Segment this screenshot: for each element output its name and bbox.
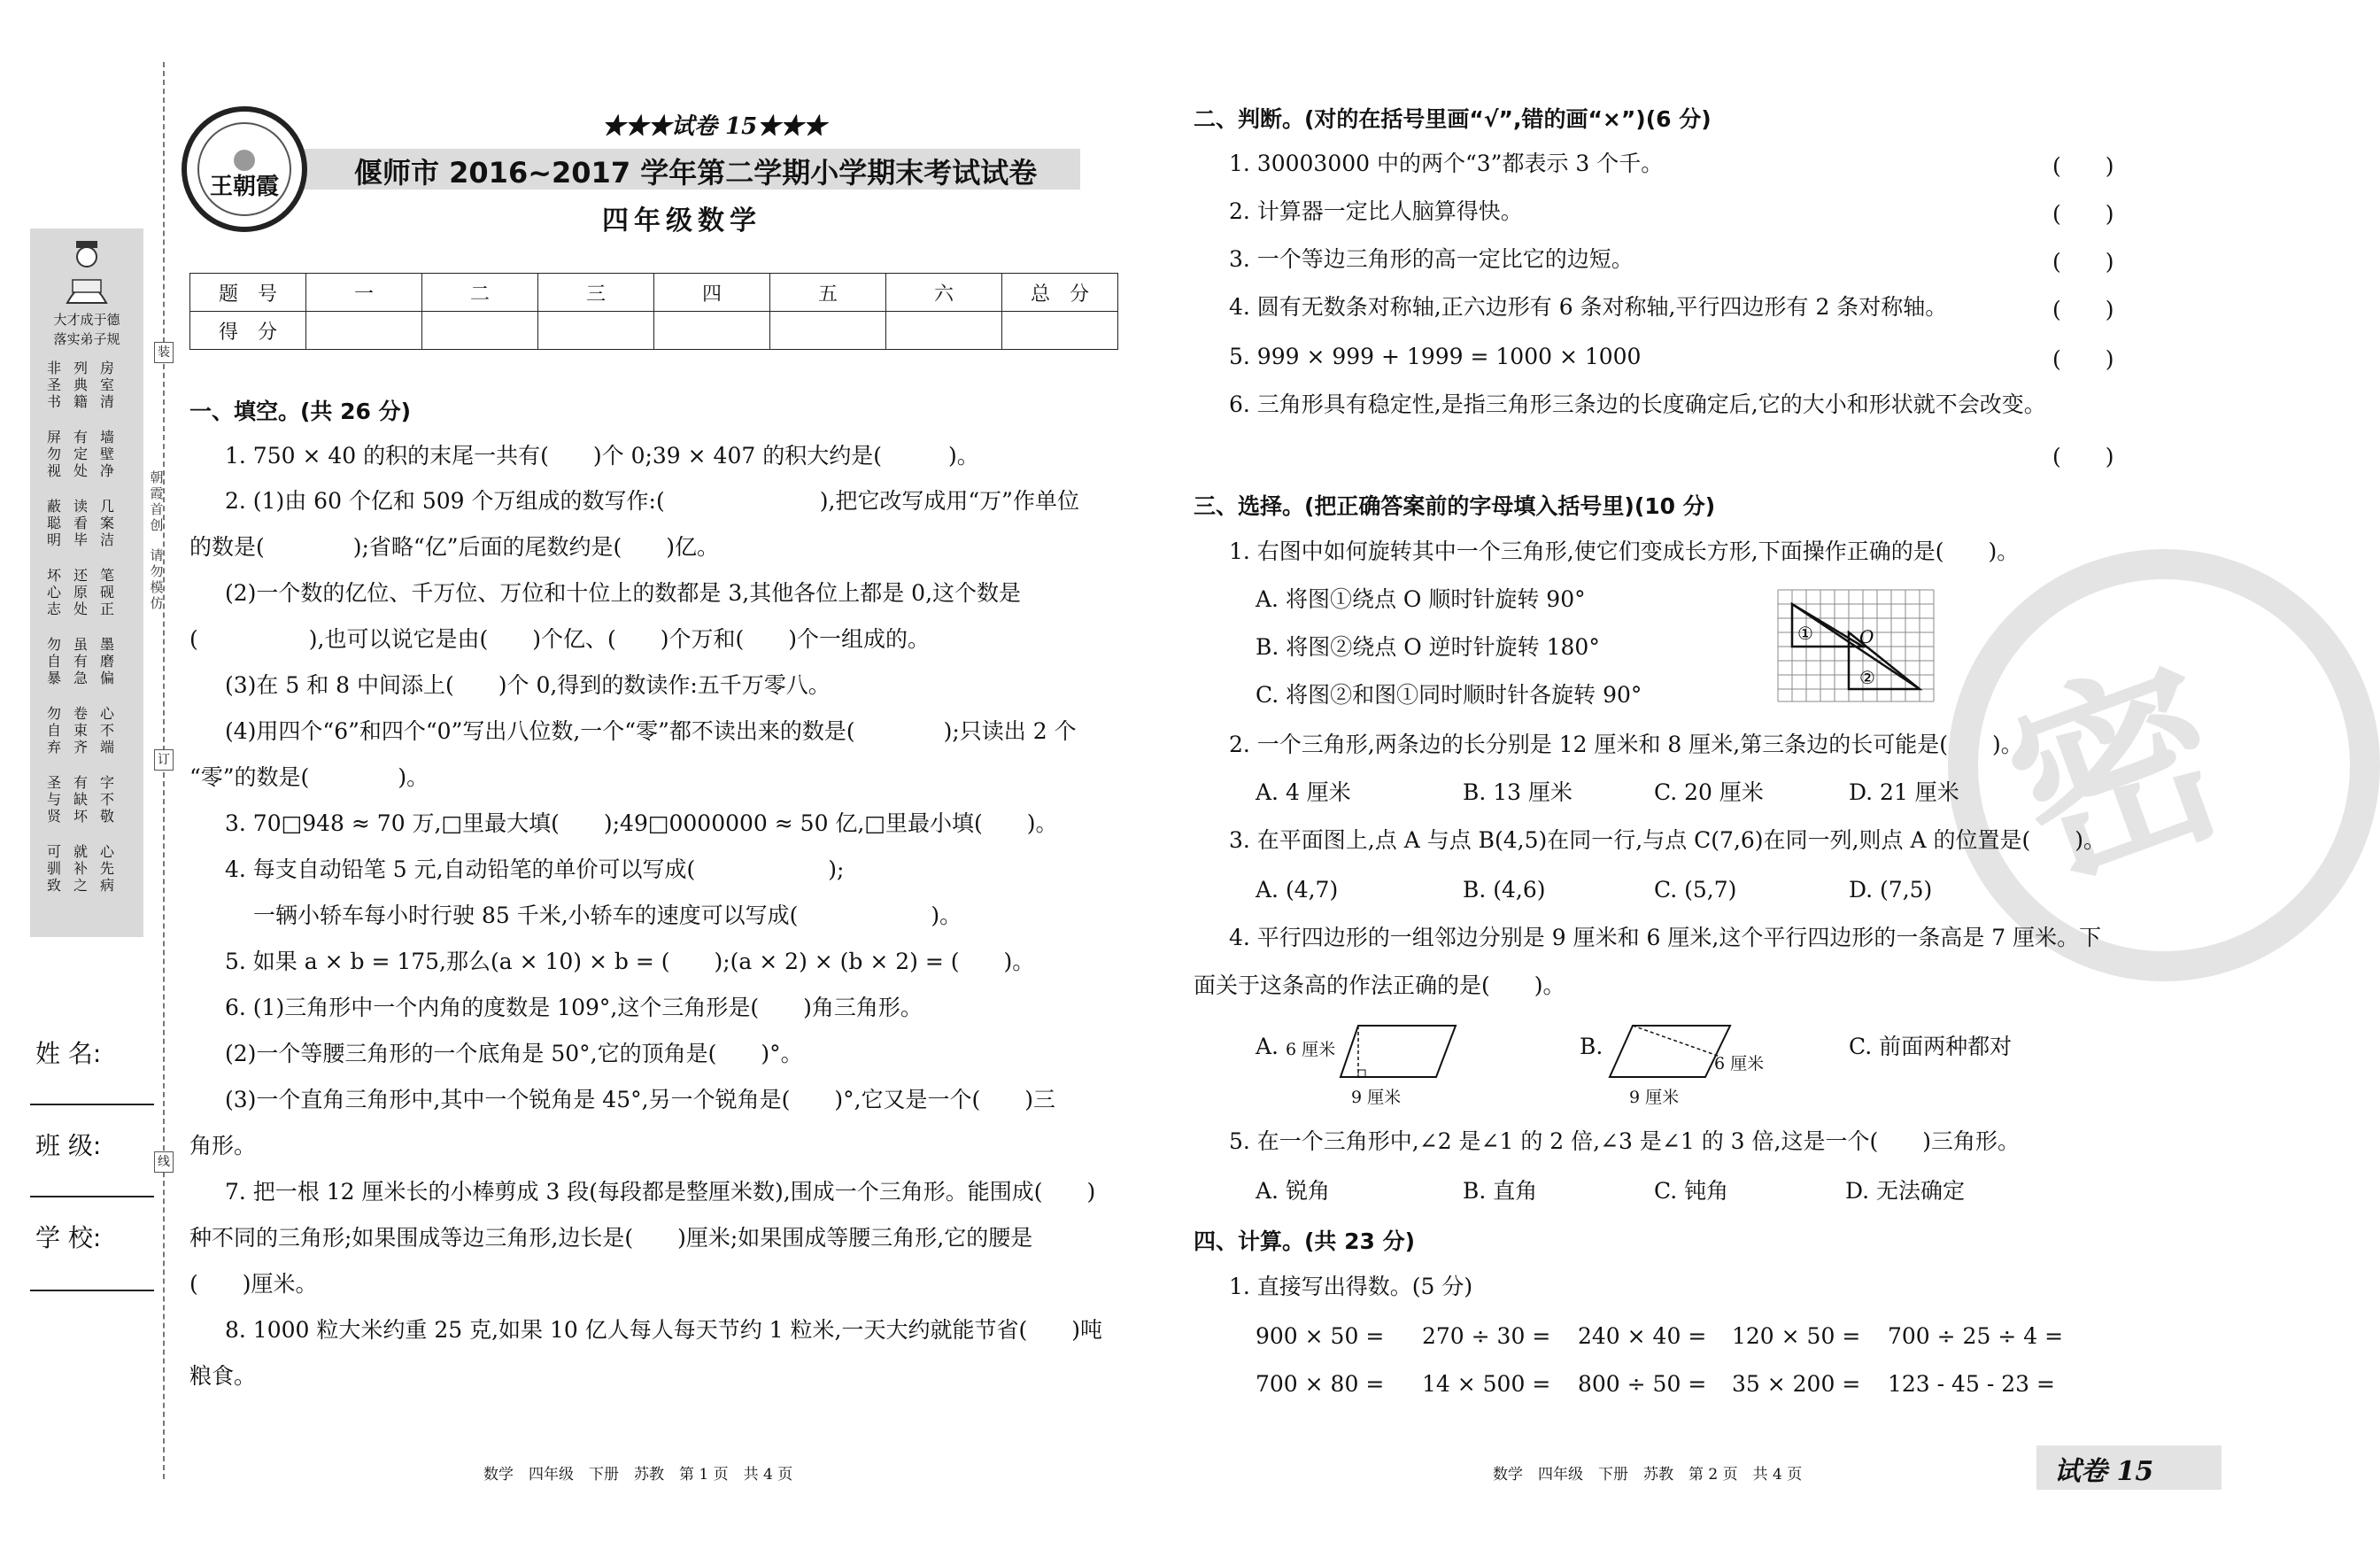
- calc-item: 123 - 45 - 23 =: [1888, 1371, 2055, 1397]
- rotation-grid-figure: [1778, 590, 1936, 703]
- answer-paren[interactable]: ( ): [2052, 201, 2114, 227]
- choice-option: C. 将图②和图①同时顺时针各旋转 90°: [1256, 682, 1642, 708]
- question-line: 粮食。: [189, 1363, 257, 1389]
- parallelogram-a-base-label: 9 厘米: [1351, 1088, 1402, 1107]
- question-line: 5. 如果 a × b = 175,那么(a × 10) × b = ( );(a × 2) × (b × 2) = ( )。: [225, 949, 1035, 974]
- calc-item: 240 × 40 =: [1578, 1323, 1707, 1349]
- question-line: 角形。: [189, 1133, 257, 1158]
- verse-col: 列典籍: [73, 360, 88, 410]
- verse-col: 还原处: [73, 567, 88, 617]
- binding-char: 装: [154, 342, 174, 363]
- choice-option: C. (5,7): [1654, 877, 1737, 903]
- verse-col: 房室清: [99, 360, 114, 410]
- page-title: 偃师市 2016~2017 学年第二学期小学期末考试试卷: [354, 156, 1038, 190]
- answer-paren[interactable]: ( ): [2052, 153, 2114, 179]
- grid-label-one: ①: [1797, 623, 1813, 644]
- judge-item: 2. 计算器一定比人脑算得快。: [1229, 198, 1523, 224]
- table-row: [190, 312, 1118, 350]
- name-field[interactable]: [30, 1104, 154, 1105]
- choice-option: A. 将图①绕点 O 顺时针旋转 90°: [1256, 586, 1586, 612]
- choice-option-c: C. 前面两种都对: [1849, 1034, 2013, 1059]
- logo-text: 王朝霞: [209, 174, 279, 200]
- parallelogram-b-base-label: 9 厘米: [1629, 1088, 1680, 1107]
- score-cell[interactable]: [886, 312, 1002, 350]
- choice-option: A. 锐角: [1256, 1178, 1330, 1204]
- question-line: 1. 750 × 40 的积的末尾一共有( )个 0;39 × 407 的积大约是( )。: [225, 443, 979, 469]
- subject-title: 四年级数学: [602, 205, 761, 236]
- question-line: 8. 1000 粒大米约重 25 克,如果 10 亿人每人每天节约 1 粒米,一天大约就能节省( )吨: [225, 1317, 1102, 1343]
- verse-col: 就补之: [73, 843, 88, 894]
- verse-col: 有定处: [73, 429, 88, 479]
- verse-col: 坏心志: [46, 567, 61, 617]
- brand-logo: [182, 106, 307, 232]
- verse-col: 心不端: [99, 705, 114, 756]
- section-4-heading: 四、计算。(共 23 分): [1194, 1228, 1416, 1254]
- judge-item: 3. 一个等边三角形的高一定比它的边短。: [1229, 246, 1634, 272]
- score-cell[interactable]: [654, 312, 770, 350]
- score-cell[interactable]: [306, 312, 422, 350]
- score-cell[interactable]: [1002, 312, 1118, 350]
- table-cell: 得 分: [190, 312, 306, 350]
- score-cell[interactable]: [770, 312, 886, 350]
- question-line: (3)在 5 和 8 中间添上( )个 0,得到的数读作:五千万零八。: [225, 672, 831, 698]
- choice-option: C. 20 厘米: [1654, 779, 1764, 805]
- choice-option: D. 无法确定: [1845, 1178, 1966, 1204]
- choice-question: 4. 平行四边形的一组邻边分别是 9 厘米和 6 厘米,这个平行四边形的一条高是 7 厘米。下: [1229, 925, 2102, 950]
- question-line: (3)一个直角三角形中,其中一个锐角是 45°,另一个锐角是( )°,它又是一个( )三: [225, 1087, 1056, 1112]
- choice-question: 2. 一个三角形,两条边的长分别是 12 厘米和 8 厘米,第三条边的长可能是( )。: [1229, 732, 2023, 757]
- name-label: 姓 名:: [35, 1039, 102, 1068]
- verse-col: 卷束齐: [73, 705, 88, 756]
- fold-note-2: 请勿模仿: [150, 547, 164, 611]
- watermark-text: 密: [1982, 629, 2254, 922]
- binding-char: 线: [154, 1151, 174, 1173]
- verse-col: 勿自暴: [46, 636, 61, 686]
- verse-col: 有缺坏: [73, 774, 88, 825]
- binding-char: 订: [154, 749, 174, 771]
- verse-col: 屏勿视: [46, 429, 61, 479]
- verse-col: 可驯致: [46, 843, 61, 894]
- calc-item: 700 ÷ 25 ÷ 4 =: [1888, 1323, 2064, 1349]
- score-cell[interactable]: [422, 312, 538, 350]
- choice-option: C. 钝角: [1654, 1178, 1729, 1204]
- calc-item: 120 × 50 =: [1732, 1323, 1861, 1349]
- table-row: [190, 274, 1118, 312]
- class-field[interactable]: [30, 1196, 154, 1197]
- table-cell: 题 号: [190, 274, 306, 312]
- parallelogram-a-figure: [1339, 1020, 1459, 1081]
- choice-question: 5. 在一个三角形中,∠2 是∠1 的 2 倍,∠3 是∠1 的 3 倍,这是一个( )三角形。: [1229, 1128, 2020, 1154]
- grid-label-two: ②: [1859, 667, 1875, 688]
- paper-number: ★★★试卷 15★★★: [602, 113, 827, 140]
- question-line: 6. (1)三角形中一个内角的度数是 109°,这个三角形是( )角三角形。: [225, 995, 923, 1020]
- section-3-heading: 三、选择。(把正确答案前的字母填入括号里)(10 分): [1194, 493, 1716, 519]
- question-line: (4)用四个“6”和四个“0”写出八位数,一个“零”都不读出来的数是( );只读出 2 个: [225, 718, 1077, 744]
- calc-item: 35 × 200 =: [1732, 1371, 1861, 1397]
- choice-option: D. 21 厘米: [1849, 779, 1959, 805]
- judge-item: 5. 999 × 999 + 1999 = 1000 × 1000: [1229, 344, 1642, 369]
- motto-line-2: 落实弟子规: [53, 331, 120, 347]
- question-line: ( ),也可以说它是由( )个亿、( )个万和( )个一组成的。: [189, 626, 930, 652]
- verse-col: 蔽聪明: [46, 498, 61, 548]
- school-label: 学 校:: [35, 1223, 102, 1252]
- scholar-illustration: [60, 237, 113, 308]
- answer-paren[interactable]: ( ): [2052, 297, 2114, 322]
- answer-paren[interactable]: ( ): [2052, 444, 2114, 469]
- section-2-heading: 二、判断。(对的在括号里画“√”,错的画“×”)(6 分): [1194, 106, 1712, 132]
- sub-question: 1. 直接写出得数。(5 分): [1229, 1274, 1473, 1299]
- sidebar-strip: [30, 229, 143, 937]
- verse-col: 虽有急: [73, 636, 88, 686]
- section-1-heading: 一、填空。(共 26 分): [189, 399, 412, 424]
- question-line: 2. (1)由 60 个亿和 509 个万组成的数写作:( ),把它改写成用“万”作单位: [225, 488, 1079, 514]
- question-line: 3. 70□948 ≈ 70 万,□里最大填( );49□0000000 ≈ 50 亿,□里最小填( )。: [225, 810, 1058, 836]
- verse-col: 墙壁净: [99, 429, 114, 479]
- class-label: 班 级:: [35, 1131, 102, 1160]
- school-field[interactable]: [30, 1290, 154, 1291]
- calc-item: 700 × 80 =: [1256, 1371, 1385, 1397]
- calc-item: 270 ÷ 30 =: [1422, 1323, 1551, 1349]
- choice-option-b: B.: [1580, 1034, 1603, 1059]
- motto-line-1: 大才成于德: [53, 312, 120, 328]
- table-cell: 二: [422, 274, 538, 312]
- answer-paren[interactable]: ( ): [2052, 346, 2114, 372]
- footer-right: 数学 四年级 下册 苏教 第 2 页 共 4 页: [1493, 1466, 1803, 1484]
- table-cell: 四: [654, 274, 770, 312]
- verse-col: 圣与贤: [46, 774, 61, 825]
- calc-item: 800 ÷ 50 =: [1578, 1371, 1707, 1397]
- judge-item: 6. 三角形具有稳定性,是指三角形三条边的长度确定后,它的大小和形状就不会改变。: [1229, 391, 2046, 417]
- question-line: 4. 每支自动铅笔 5 元,自动铅笔的单价可以写成( );: [225, 856, 845, 882]
- question-line: 一辆小轿车每小时行驶 85 千米,小轿车的速度可以写成( )。: [253, 903, 962, 928]
- choice-option: B. (4,6): [1463, 877, 1546, 903]
- question-line: 种不同的三角形;如果围成等边三角形,边长是( )厘米;如果围成等腰三角形,它的腰是: [189, 1225, 1033, 1251]
- verse-col: 字不敬: [99, 774, 114, 825]
- verse-col: 笔砚正: [99, 567, 114, 617]
- choice-option: A. 4 厘米: [1256, 779, 1351, 805]
- choice-option-a: A.: [1256, 1034, 1279, 1059]
- score-cell[interactable]: [538, 312, 654, 350]
- parallelogram-a-side-label: 6 厘米: [1286, 1040, 1336, 1059]
- question-line: 的数是( );省略“亿”后面的尾数约是( )亿。: [189, 534, 719, 560]
- calc-item: 900 × 50 =: [1256, 1323, 1385, 1349]
- verse-col: 心先病: [99, 843, 114, 894]
- choice-option: B. 将图②绕点 O 逆时针旋转 180°: [1256, 634, 1600, 660]
- binding-fold-line: [163, 62, 165, 1479]
- question-line: ( )厘米。: [189, 1271, 318, 1297]
- score-table: [189, 273, 1118, 350]
- verse-col: 几案洁: [99, 498, 114, 548]
- question-line: (2)一个数的亿位、千万位、万位和十位上的数都是 3,其他各位上都是 0,这个数是: [225, 580, 1022, 606]
- paper-tag: 试卷 15: [2054, 1456, 2154, 1487]
- choice-option: A. (4,7): [1256, 877, 1339, 903]
- choice-question: 3. 在平面图上,点 A 与点 B(4,5)在同一行,与点 C(7,6)在同一列,则点 A 的位置是( )。: [1229, 827, 2106, 853]
- choice-question: 1. 右图中如何旋转其中一个三角形,使它们变成长方形,下面操作正确的是( )。: [1229, 539, 2020, 564]
- judge-item: 1. 30003000 中的两个“3”都表示 3 个千。: [1229, 151, 1664, 176]
- question-line: 7. 把一根 12 厘米长的小棒剪成 3 段(每段都是整厘米数),围成一个三角形。能围成( ): [225, 1179, 1096, 1205]
- fold-note-1: 朝霞首创: [150, 469, 164, 533]
- table-cell: 三: [538, 274, 654, 312]
- verse-col: 勿自弃: [46, 705, 61, 756]
- answer-paren[interactable]: ( ): [2052, 249, 2114, 275]
- verse-col: 读看毕: [73, 498, 88, 548]
- choice-option: B. 13 厘米: [1463, 779, 1573, 805]
- verse-col: 墨磨偏: [99, 636, 114, 686]
- grid-label-o: O: [1859, 626, 1874, 647]
- verse-col: 非圣书: [46, 360, 61, 410]
- table-cell: 一: [306, 274, 422, 312]
- table-cell: 六: [886, 274, 1002, 312]
- parallelogram-b-side-label: 6 厘米: [1714, 1054, 1765, 1073]
- question-line: (2)一个等腰三角形的一个底角是 50°,它的顶角是( )°。: [225, 1041, 803, 1066]
- choice-option: D. (7,5): [1849, 877, 1933, 903]
- question-line: “零”的数是( )。: [189, 764, 429, 790]
- judge-item: 4. 圆有无数条对称轴,正六边形有 6 条对称轴,平行四边形有 2 条对称轴。: [1229, 294, 1948, 320]
- table-cell: 总 分: [1002, 274, 1118, 312]
- table-cell: 五: [770, 274, 886, 312]
- calc-item: 14 × 500 =: [1422, 1371, 1551, 1397]
- footer-left: 数学 四年级 下册 苏教 第 1 页 共 4 页: [483, 1466, 793, 1484]
- choice-question: 面关于这条高的作法正确的是( )。: [1194, 972, 1565, 998]
- choice-option: B. 直角: [1463, 1178, 1538, 1204]
